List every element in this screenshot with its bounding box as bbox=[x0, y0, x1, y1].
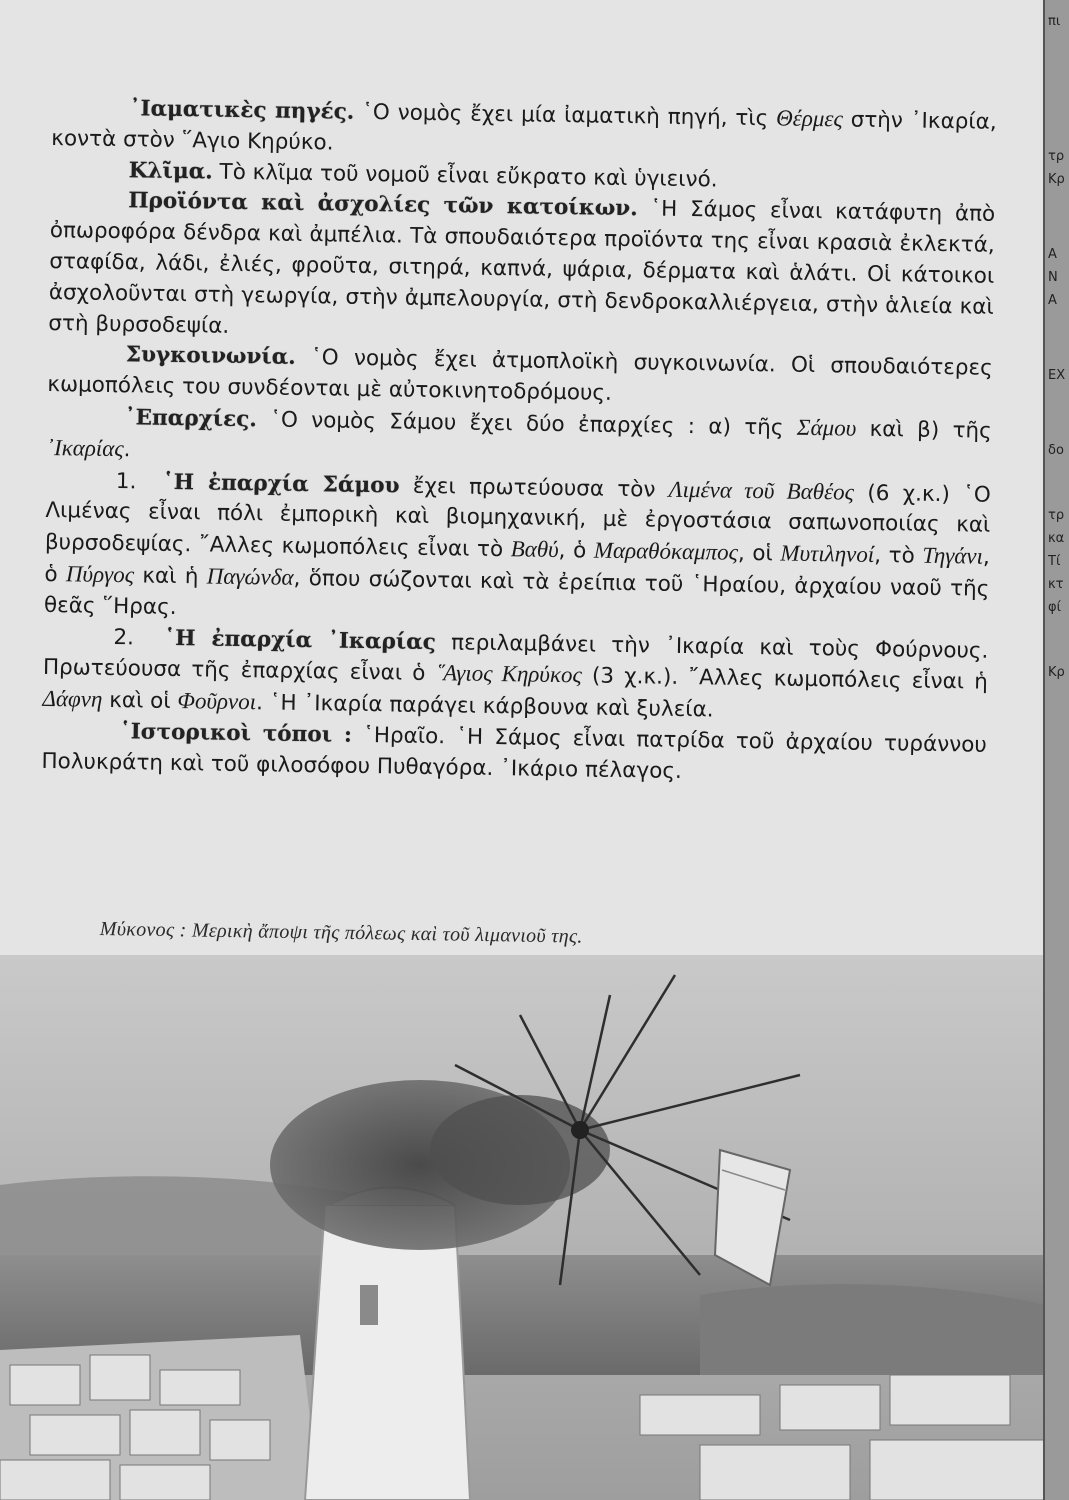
italic-place: Πύργος bbox=[65, 561, 135, 588]
text-fragment: (6 χ.κ.) ῾Ο Λιμένας εἶναι πόλι ἐμπορικὴ καὶ βιομηχανική, μὲ ἐργοστάσια σαπωνοποιίας καὶ βυρσοδεψίας. ῎Αλλες κωμοπόλεις εἶναι τὸ bbox=[44, 480, 991, 563]
italic-place: Μυτιληνοί bbox=[780, 540, 875, 568]
list-item-ikaria bbox=[42, 621, 988, 730]
italic-place: ῞Αγιος Κηρύκος bbox=[435, 660, 583, 688]
heading-provinces: ᾿Επαρχίες. bbox=[124, 405, 257, 433]
text-fragment: , ὁ bbox=[558, 538, 595, 564]
text-fragment: , τὸ bbox=[873, 543, 923, 569]
text-historic: ῾Ηραῖο. ῾Η Σάμος εἶναι πατρίδα τοῦ ἀρχαίου τυράννου Πολυκράτη καὶ τοῦ φιλοσόφου Πυθαγόρα. ᾿Ικάριο πέλαγος. bbox=[41, 722, 988, 784]
italic-samou: Σάμου bbox=[796, 414, 857, 441]
text-provinces-mid: καὶ β) τῆς bbox=[856, 416, 992, 444]
adjacent-page-edge bbox=[1043, 0, 1069, 1500]
list-item-samos bbox=[44, 465, 991, 637]
margin-fragment: τρ bbox=[1048, 508, 1065, 523]
heading-transport: Συγκοινωνία. bbox=[125, 342, 296, 371]
margin-fragment: φί bbox=[1048, 600, 1061, 615]
margin-fragment: κα bbox=[1048, 531, 1065, 546]
margin-fragment: Τί bbox=[1048, 554, 1061, 569]
italic-place: Βαθύ bbox=[510, 536, 559, 563]
paragraph-products bbox=[48, 185, 995, 354]
heading-products: Προϊόντα καὶ ἀσχολίες τῶν κατοίκων. bbox=[128, 188, 638, 222]
text-fragment: , ὁ bbox=[44, 544, 991, 588]
italic-place: Λιμένα τοῦ Βαθέος bbox=[668, 476, 855, 505]
text-springs-tail: στὴν ᾿Ικαρία, κοντὰ στὸν ῞Αγιο Κηρύκο. bbox=[51, 107, 997, 156]
margin-fragment: πι bbox=[1048, 14, 1061, 29]
text-fragment: (3 χ.κ.). ῎Αλλες κωμοπόλεις εἶναι ἡ bbox=[581, 663, 989, 696]
text-climate: Τὸ κλῖμα τοῦ νομοῦ εἶναι εὔκρατο καὶ ὑγιεινό. bbox=[212, 159, 718, 193]
text-provinces-tail: . bbox=[123, 436, 131, 463]
text-fragment: περιλαμβάνει τὴν ᾿Ικαρία καὶ τοὺς Φούρνους. Πρωτεύουσα τῆς ἐπαρχίας εἶναι ὁ bbox=[42, 629, 989, 687]
heading-province-samos: ῾Η ἐπαρχία Σάμου bbox=[162, 469, 400, 499]
margin-fragment: κτ bbox=[1048, 577, 1064, 592]
margin-fragment: Κρ bbox=[1048, 172, 1065, 187]
margin-fragment: δο bbox=[1048, 443, 1064, 458]
margin-fragment: Α bbox=[1048, 247, 1057, 262]
heading-climate: Κλῖμα. bbox=[128, 157, 213, 185]
margin-fragment: Κρ bbox=[1048, 665, 1065, 680]
margin-fragment: Α bbox=[1048, 293, 1057, 308]
windmill-photo-illustration bbox=[0, 955, 1045, 1500]
text-fragment: . ῾Η ᾿Ικαρία παράγει κάρβουνα καὶ ξυλεία. bbox=[255, 690, 714, 723]
text-products: ῾Η Σάμος εἶναι κατάφυτη ἀπὸ ὀπωροφόρα δένδρα καὶ ἀμπέλια. Τὰ σπουδαιότερα προϊόντα της εἶναι κρασιὰ ἐκλεκτά, σταφίδα, λάδι, ἐλιές, φροῦτα, σιτηρά, καπνά, ψάρια, δέρματα καὶ ἁλάτι. Οἱ κάτοικοι ἀσχολοῦνται στὴ γεωργία, στὴν ἀμπελουργία, στὴ δενδροκαλλιέργεια, στὴν ἁλιεία καὶ στὴ βυρσοδεψία. bbox=[48, 196, 996, 339]
text-fragment: , ὅπου σώζονται καὶ τὰ ἐρείπια τοῦ ῾Ηραίου, ἀρχαίου ναοῦ τῆς θεᾶς ῞Ηρας. bbox=[43, 565, 990, 620]
text-provinces: ῾Ο νομὸς Σάμου ἔχει δύο ἐπαρχίες : α) τῆς bbox=[256, 407, 798, 441]
italic-place: Φοῦρνοι bbox=[177, 688, 257, 715]
margin-fragment: τρ bbox=[1048, 149, 1065, 164]
margin-fragment: ΕΧ bbox=[1048, 368, 1066, 383]
text-fragment: καὶ οἱ bbox=[102, 688, 178, 715]
italic-place: Μαραθόκαμπος bbox=[593, 537, 739, 565]
italic-ikarias: ᾿Ικαρίας bbox=[46, 434, 124, 461]
italic-place: Δάφνη bbox=[42, 686, 103, 713]
photo-mykonos-windmill bbox=[0, 955, 1045, 1500]
heading-historic: ῾Ιστορικοὶ τόποι : bbox=[119, 719, 353, 748]
text-fragment: ἔχει πρωτεύουσα τὸν bbox=[399, 473, 669, 503]
item-number: 1. bbox=[115, 468, 137, 494]
text-transport: ῾Ο νομὸς ἔχει ἀτμοπλοϊκὴ συγκοινωνία. Οἱ σπουδαιότερες κωμοπόλεις του συνδέονται μὲ αὐτοκινητοδρόμους. bbox=[47, 345, 993, 407]
text-fragment: καὶ ἡ bbox=[133, 563, 207, 590]
text-springs: ῾Ο νομὸς ἔχει μία ἰαματικὴ πηγή, τὶς bbox=[354, 99, 777, 132]
item-number: 2. bbox=[113, 624, 135, 650]
text-fragment: , οἱ bbox=[737, 540, 781, 567]
photo-caption: Μύκονος : Μερικὴ ἄποψι τῆς πόλεως καὶ τοῦ λιμανιοῦ της. bbox=[99, 918, 583, 948]
heading-province-ikaria: ῾Η ἐπαρχία ᾿Ικαρίας bbox=[164, 625, 437, 655]
heading-springs: ᾿Ιαματικὲς πηγές. bbox=[129, 96, 355, 125]
margin-fragment: Ν bbox=[1048, 270, 1058, 285]
italic-thermes: Θέρμες bbox=[775, 105, 844, 132]
body-text bbox=[41, 92, 997, 792]
italic-place: Παγώνδα bbox=[206, 563, 294, 590]
italic-place: Τηγάνι bbox=[922, 542, 984, 569]
